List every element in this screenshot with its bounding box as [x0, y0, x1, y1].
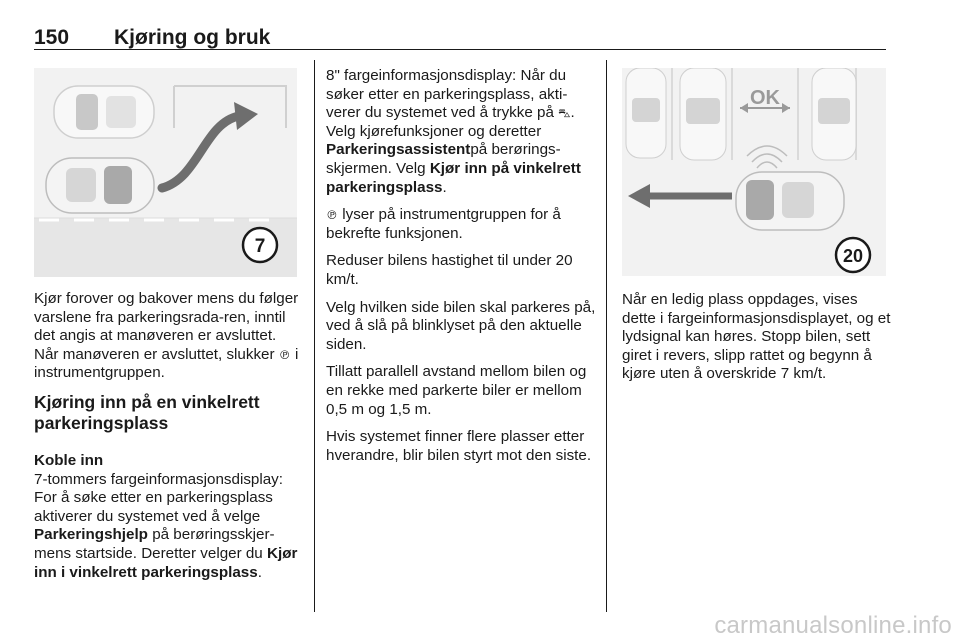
paragraph: ℗ lyser på instrumentgruppen for å bekrefte funksjonen. [326, 206, 561, 242]
paragraph: 8" fargeinformasjonsdisplay: Når du søker etter en parkeringsplass, akti-verer du systemet ved å trykke på ⛍. Velg kjørefunksjoner og deretter Parkeringsassistentpå berørings-skjermen. Velg Kjør inn på vinkelrett parkeringsplass. [326, 67, 581, 196]
column-divider [606, 60, 607, 612]
subheading: Koble inn [34, 451, 104, 469]
paragraph: Kjør forover og bakover mens du følger varslene fra parkeringsrada-ren, inntil det angis at manøveren er avsluttet. Når manøveren er avsluttet, slukker ℗ i instrumentgruppen. [34, 290, 299, 382]
paragraph: Når en ledig plass oppdages, vises dette i fargeinformasjonsdisplayet, og et lydsignal kan høres. Stopp bilen, sett giret i revers, slipp rattet og begynn å kjøre uten å overskride 7 km/t. [622, 291, 891, 383]
moving-car-icon [46, 158, 154, 213]
page-header [34, 28, 886, 50]
column-1 [34, 290, 304, 591]
parked-car-icon [54, 86, 154, 138]
detection-illustration [622, 68, 886, 276]
watermark: carmanualsonline.info [714, 612, 952, 639]
paragraph: Hvis systemet finner flere plasser etter hverandre, blir bilen styrt mot den siste. [326, 428, 592, 464]
figure-badge-number: 20 [842, 246, 864, 266]
moving-car-icon [736, 172, 844, 230]
paragraph: 7-tommers fargeinformasjonsdisplay: For å søke etter en parkeringsplass aktiverer du systemet ved å velge Parkeringshjelp på berøringsskjer-mens startside. Deretter velger du Kjør inn i vinkelrett parkeringsplass. [34, 470, 298, 581]
section-heading: Kjøring inn på en vinkelrett parkeringsplass [34, 391, 260, 433]
figure-perpendicular-parking [34, 68, 297, 277]
ok-label: OK [750, 87, 780, 109]
parking-illustration [34, 68, 297, 277]
figure-badge-number: 7 [254, 236, 266, 257]
page-title: Kjøring og bruk [114, 26, 271, 49]
parking-assist-icon: ℗ [278, 347, 291, 362]
paragraph: Tillatt parallell avstand mellom bilen og en rekke med parkerte biler er mellom 0,5 m og 1,5 m. [326, 363, 587, 418]
figure-parking-space-detection [622, 68, 886, 276]
car-icon: ⛍ [558, 106, 571, 121]
column-2 [326, 67, 598, 474]
column-3 [622, 291, 892, 393]
parked-car-icon [812, 68, 856, 160]
parking-assist-icon: ℗ [326, 208, 338, 223]
paragraph: Velg hvilken side bilen skal parkeres på, ved å slå på blinklyset på den aktuelle siden. [326, 298, 596, 353]
page-number: 150 [34, 26, 70, 49]
parked-car-icon [680, 68, 726, 160]
column-divider [314, 60, 315, 612]
paragraph: Reduser bilens hastighet til under 20 km/t. [326, 252, 573, 288]
parked-car-icon [626, 68, 666, 158]
